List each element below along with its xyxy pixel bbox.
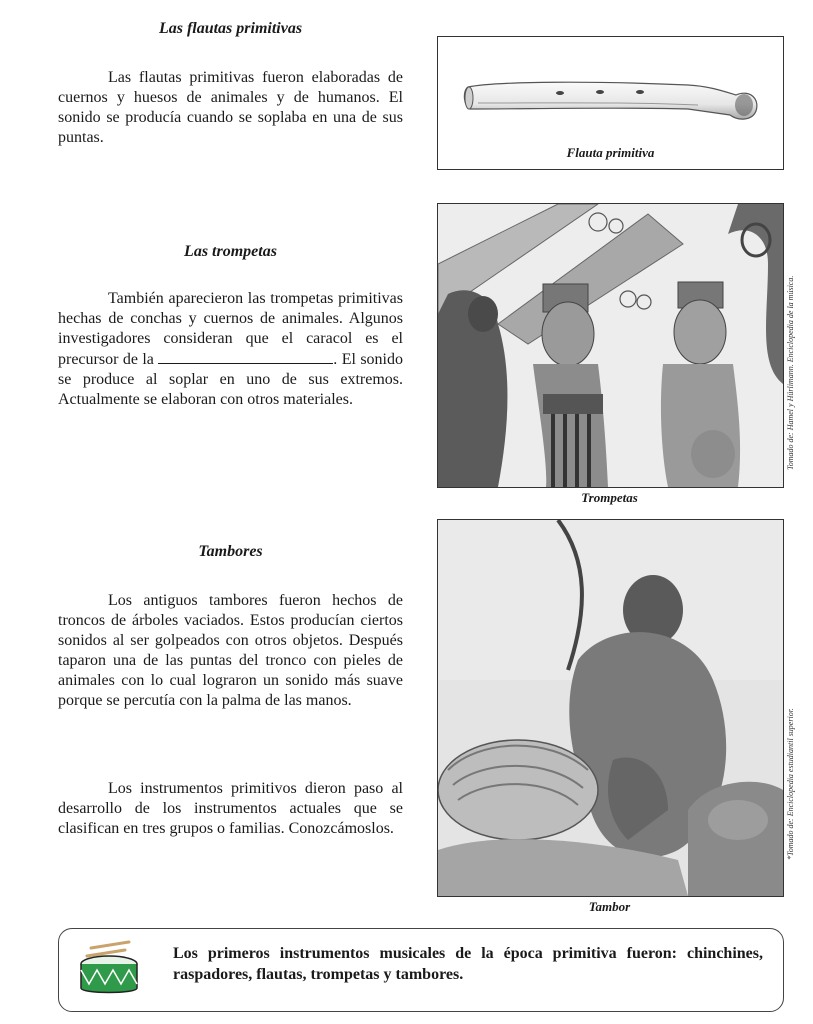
caption-flauta: Flauta primitiva	[566, 145, 655, 160]
figure-flauta	[437, 36, 784, 170]
summary-note-box	[58, 928, 784, 1012]
paragraph-instrumentos: Los instrumentos primitivos dieron paso al desarrollo de los instrumentos actuales que se clasifican en tres grupos o familias. Conozcámoslos.	[58, 780, 403, 837]
figure-trompetas	[437, 203, 784, 488]
summary-note-text: Los primeros instrumentos musicales de la época primitiva fueron: chinchines, raspadores, flautas, trompetas y tambores.	[173, 945, 763, 983]
heading-flautas: Las flautas primitivas	[158, 20, 303, 37]
trompetas-text-part1: También aparecieron las trompetas primitivas hechas de conchas y cuernos de animales. Algunos investigadores consideran que el caracol es el precursor de la	[58, 290, 403, 368]
fill-in-blank	[158, 349, 333, 364]
credit-trompetas: Tomado de: Hamel y Hürlimann. Enciclopedia de la música.	[786, 275, 795, 470]
paragraph-trompetas	[58, 289, 403, 410]
figure-tambor	[437, 519, 784, 897]
mural-trumpets-illustration	[438, 204, 783, 487]
heading-trompetas: Las trompetas	[184, 243, 277, 260]
caption-tambor: Tambor	[588, 899, 631, 914]
paragraph-tambores: Los antiguos tambores fueron hechos de troncos de árboles vaciados. Estos producían ciertos sonidos al ser golpeados con otros objetos. Después taparon una de las puntas del tronco con pieles de animales con lo cual lograron un sonido más suave porque se percutía con la palma de las manos.	[58, 592, 403, 709]
drum-icon	[73, 940, 145, 1002]
credit-tambor: *Tomado de: Enciclopedia estudiantil superior.	[786, 708, 795, 860]
paragraph-flautas: Las flautas primitivas fueron elaboradas de cuernos y huesos de animales y de humanos. El sonido se producía cuando se soplaba en una de sus puntas.	[58, 69, 403, 146]
primitive-drummer-illustration	[438, 520, 783, 896]
trompetas-text-part2: . El sonido se produce al soplar en uno de sus extremos. Actualmente se elaboran con otros materiales.	[58, 351, 404, 408]
heading-tambores: Tambores	[198, 543, 263, 560]
caption-trompetas: Trompetas	[581, 490, 638, 505]
